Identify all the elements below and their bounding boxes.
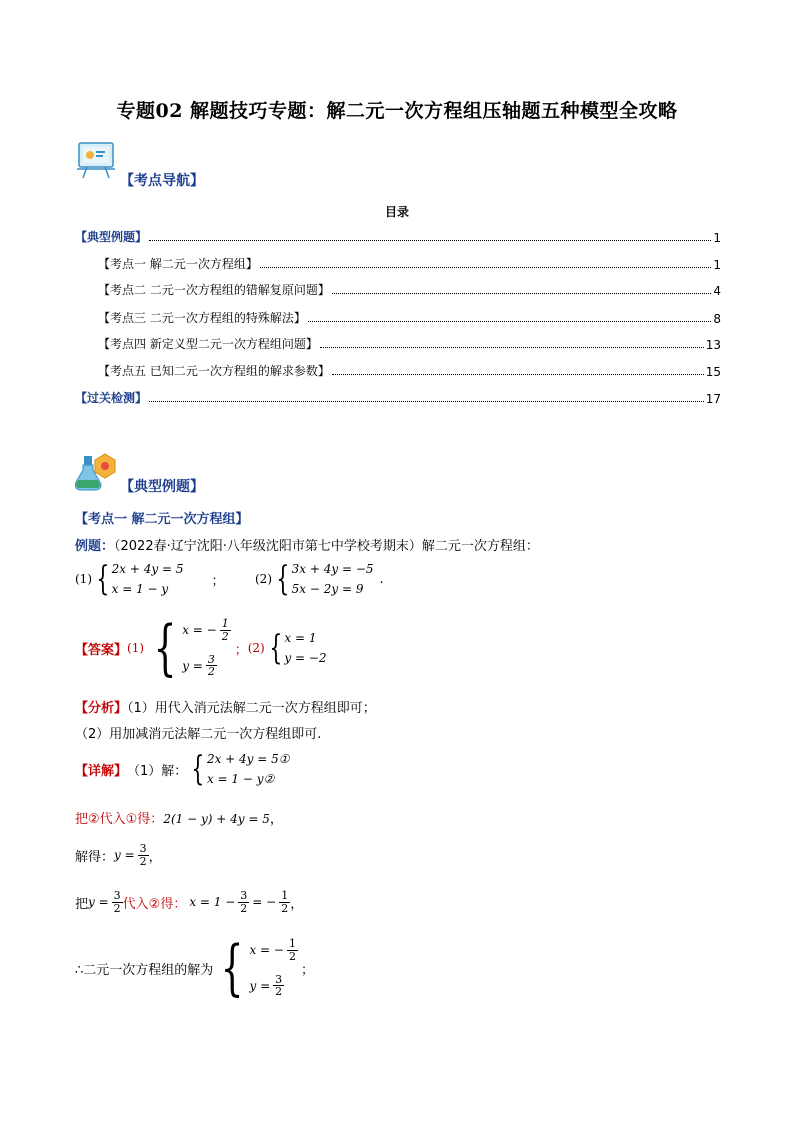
equation: y =: [88, 895, 109, 909]
fraction-numerator: 1: [288, 937, 296, 950]
toc-label: 【过关检测】: [75, 391, 148, 405]
toc-label: 【考点一 解二元一次方程组】: [98, 257, 258, 271]
equation: = −: [252, 895, 277, 909]
toc-row[interactable]: [98, 361, 721, 379]
equation: 2x + 4y = 5①: [206, 752, 290, 766]
section-header: 【典型例题】: [120, 479, 204, 495]
toc-row[interactable]: [98, 280, 721, 298]
equation-system: { 2x + 4y = 5 x = 1 − y: [96, 559, 184, 599]
analysis-line-2: （2）用加减消元法解二元一次方程组即可.: [75, 727, 322, 742]
example-line: [75, 535, 539, 554]
toc-page: 1: [713, 258, 721, 272]
toc-leader: [308, 321, 712, 322]
analysis-line-1: [75, 697, 376, 716]
analysis-label: 【分析】: [75, 701, 128, 716]
equation: 2x + 4y = 5: [111, 562, 184, 576]
fraction-denominator: 2: [139, 854, 147, 868]
detail-intro: [75, 748, 290, 790]
answer-part-label: (2): [247, 641, 265, 655]
answer-block: [75, 612, 327, 684]
toc-leader: [332, 374, 704, 375]
equation: x = −: [249, 943, 284, 958]
equation: y =: [249, 978, 271, 993]
punctuation: ，: [148, 849, 162, 865]
toc-page: 15: [705, 365, 721, 379]
toc-title: 目录: [384, 205, 409, 219]
example-source: （2022春·辽宁沈阳·八年级沈阳市第七中学校考期末）解二元一次方程组：: [114, 539, 539, 554]
detail-intro-text: （1）解：: [127, 763, 188, 779]
equation: x = 1: [284, 631, 317, 645]
toc-row[interactable]: [75, 388, 721, 406]
solution-system: { x = − $\frac{1}{2}$ y = $\frac{3}{2}$: [220, 933, 296, 1003]
toc-row[interactable]: [98, 334, 721, 352]
fraction-numerator: 3: [113, 888, 121, 902]
fraction-numerator: 3: [240, 888, 248, 902]
step-text: 把②代入①得：: [75, 812, 164, 827]
detail-step-1: [75, 808, 283, 827]
fraction-numerator: 3: [207, 652, 215, 666]
step-text: 解得：: [75, 849, 115, 865]
detail-step-2: [75, 838, 162, 872]
fraction-numerator: 1: [221, 617, 229, 630]
equation: y = −2: [284, 651, 327, 665]
fraction-denominator: 2: [288, 949, 296, 963]
fraction-numerator: 3: [275, 972, 283, 986]
toc-page: 13: [705, 338, 721, 352]
problem-1-label: (1): [75, 572, 92, 586]
fraction-denominator: 2: [207, 665, 215, 679]
toc-leader: [149, 240, 711, 241]
toc-leader: [149, 401, 704, 402]
punctuation: .: [379, 571, 384, 587]
toc-label: 【考点五 已知二元一次方程组的解求参数】: [98, 364, 330, 378]
step-text: 代入②得：: [122, 896, 187, 912]
equation: x = 1 − y②: [206, 772, 275, 786]
equation: x = −: [182, 623, 217, 638]
toc-leader: [260, 267, 712, 268]
problem-2-label: (2): [255, 572, 272, 586]
presentation-board-icon: [75, 140, 117, 180]
punctuation: ，: [269, 812, 283, 827]
toc-row[interactable]: [98, 308, 721, 326]
detail-step-3: [75, 885, 303, 919]
toc-label: 【考点二 二元一次方程组的错解复原问题】: [98, 283, 330, 297]
fraction-denominator: 2: [275, 985, 283, 999]
example-label: 例题：: [75, 539, 115, 554]
equation: y =: [114, 848, 135, 862]
punctuation: ；: [211, 573, 225, 589]
toc-page: 17: [705, 392, 721, 406]
fraction-numerator: 1: [281, 888, 289, 902]
answer-system-1: { x = − $\frac{1}{2}$ y = $\frac{3}{2}$: [153, 613, 229, 683]
equation-system: { 3x + 4y = −5 5x − 2y = 9: [276, 559, 374, 599]
nav-header: 【考点导航】: [120, 173, 204, 189]
answer-part-label: (1): [127, 641, 145, 655]
toc-page: 1: [713, 231, 721, 245]
equation: x = 1 −: [189, 895, 236, 909]
equation: 2(1 − y) + 4y = 5: [163, 812, 270, 826]
equation: 5x − 2y = 9: [291, 582, 364, 596]
equation: 3x + 4y = −5: [291, 562, 374, 576]
fraction-denominator: 2: [221, 629, 229, 643]
punctuation: ；: [300, 962, 314, 978]
answer-label: 【答案】: [75, 642, 128, 658]
problem-1: [75, 558, 224, 600]
fraction-denominator: 2: [281, 901, 289, 915]
page-title: 专题02 解题技巧专题：解二元一次方程组压轴题五种模型全攻略: [116, 100, 678, 122]
toc-label: 【考点三 二元一次方程组的特殊解法】: [98, 311, 306, 325]
toc-page: 4: [713, 284, 721, 298]
punctuation: ，: [290, 896, 304, 912]
step-text: 把: [75, 896, 89, 912]
flask-icon: [75, 450, 117, 492]
toc-page: 8: [713, 312, 721, 326]
equation: x = 1 − y: [111, 582, 169, 596]
detail-conclusion: [75, 932, 314, 1004]
detail-label: 【详解】: [75, 763, 128, 779]
toc-label: 【典型例题】: [75, 230, 148, 244]
step-text: ∴二元一次方程组的解为: [75, 962, 214, 978]
problem-2: [255, 558, 384, 600]
toc-row[interactable]: [98, 254, 721, 272]
toc-label: 【考点四 新定义型二元一次方程组问题】: [98, 337, 318, 351]
fraction-denominator: 2: [113, 901, 121, 915]
toc-leader: [320, 347, 704, 348]
punctuation: ；: [234, 642, 248, 658]
point-heading: 【考点一 解二元一次方程组】: [75, 512, 249, 527]
toc-row[interactable]: [75, 227, 721, 245]
analysis-text: （1）用代入消元法解二元一次方程组即可；: [127, 701, 376, 716]
fraction-numerator: 3: [139, 841, 147, 855]
answer-system-2: { x = 1 y = −2: [269, 628, 327, 668]
toc-leader: [332, 293, 712, 294]
fraction-denominator: 2: [240, 901, 248, 915]
equation-system: { 2x + 4y = 5① x = 1 − y②: [191, 749, 290, 789]
equation: y =: [182, 658, 203, 673]
